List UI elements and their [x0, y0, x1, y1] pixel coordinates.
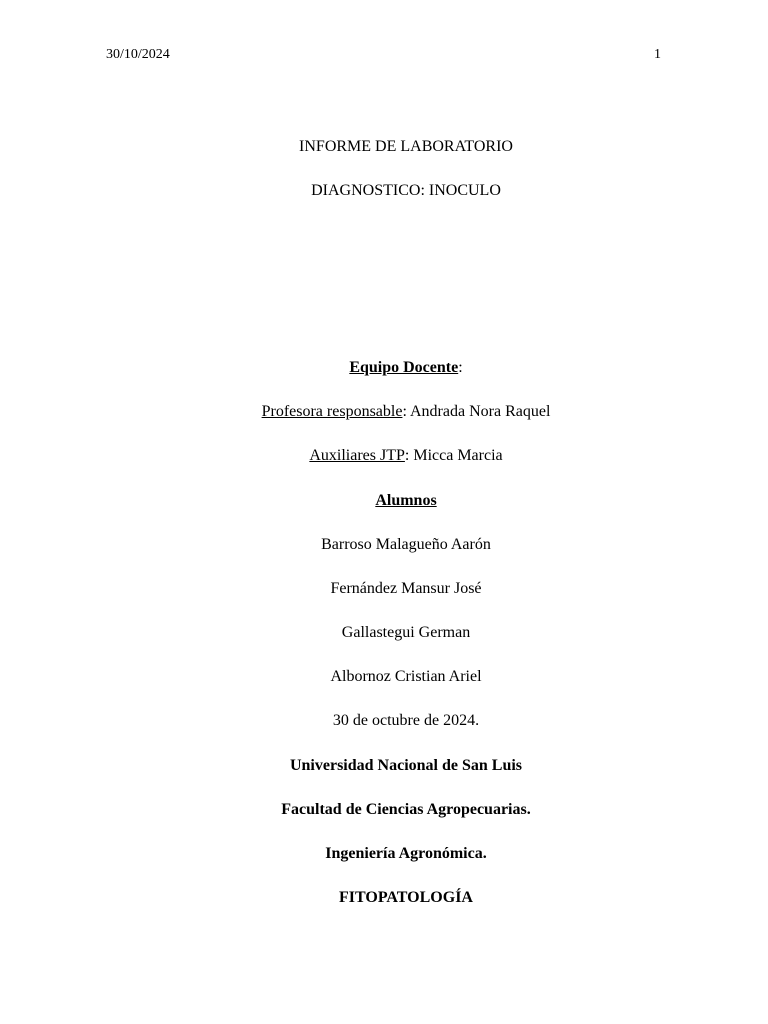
assistants-line — [0, 446, 768, 466]
career-name: Ingeniería Agronómica. — [325, 845, 487, 862]
report-title: INFORME DE LABORATORIO — [299, 138, 513, 155]
subject-name: FITOPATOLOGÍA — [339, 889, 473, 906]
page-number: 1 — [654, 47, 661, 62]
professor-name: : Andrada Nora Raquel — [402, 403, 551, 420]
professor-label: Profesora responsable — [261, 403, 403, 420]
faculty-name: Facultad de Ciencias Agropecuarias. — [281, 801, 531, 818]
professor-line — [0, 402, 768, 422]
student-name: Fernández Mansur José — [330, 580, 482, 597]
report-date: 30 de octubre de 2024. — [332, 712, 480, 729]
students-heading: Alumnos — [375, 492, 437, 509]
student-name: Albornoz Cristian Ariel — [330, 668, 482, 685]
assistants-name: : Micca Marcia — [404, 447, 503, 464]
report-subtitle: DIAGNOSTICO: INOCULO — [311, 182, 501, 199]
staff-heading-label: Equipo Docente — [349, 359, 459, 376]
staff-heading-colon: : — [458, 359, 463, 376]
assistants-label: Auxiliares JTP — [309, 447, 405, 464]
student-name: Gallastegui German — [341, 624, 471, 641]
university-name: Universidad Nacional de San Luis — [289, 757, 523, 774]
staff-heading — [0, 358, 768, 378]
student-name: Barroso Malagueño Aarón — [321, 536, 491, 553]
header-date: 30/10/2024 — [106, 47, 170, 62]
